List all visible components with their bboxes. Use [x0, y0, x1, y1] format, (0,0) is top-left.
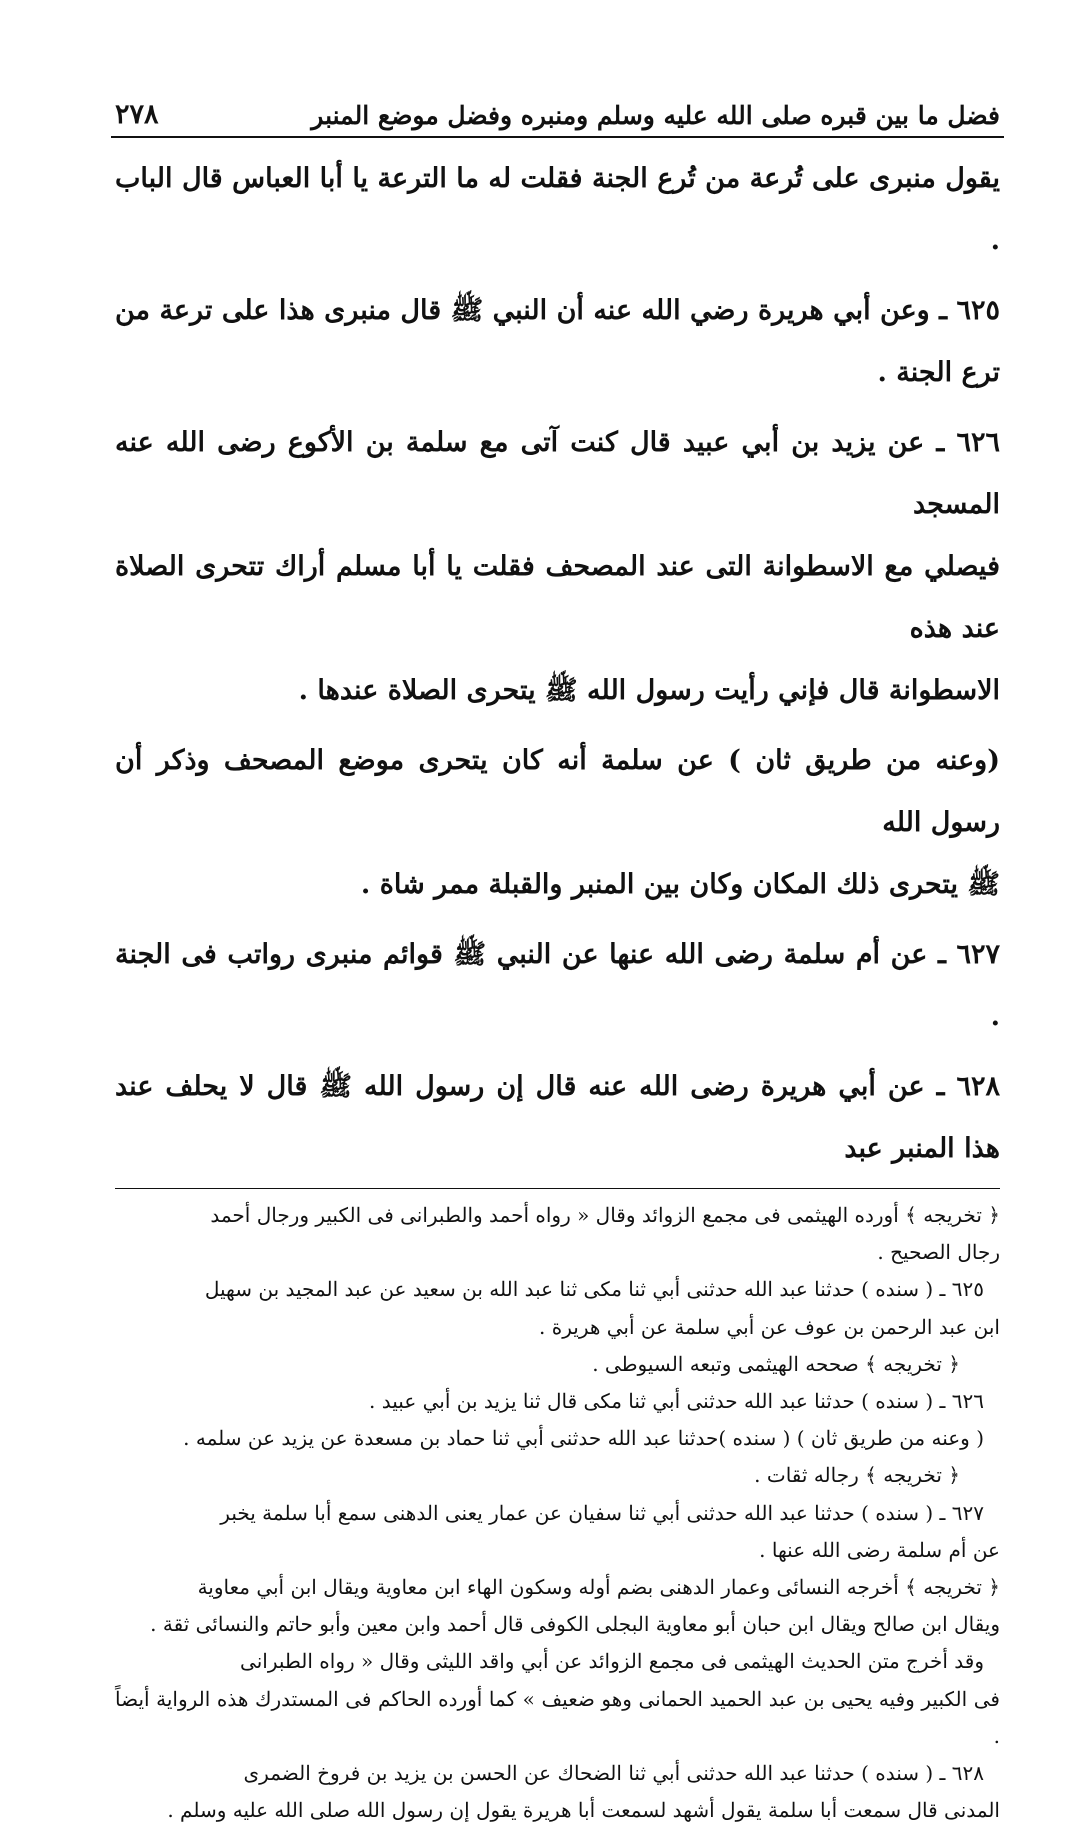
footnote-line: ﴿ تخريجه ﴾ أورده الهيثمى فى مجمع الزوائد وقال « رواه أحمد والطبرانى فى الكبير ورجال أحمد	[210, 1203, 1000, 1227]
header-rule	[111, 136, 1004, 138]
footnote-line: ٦٢٨ ـ ( سنده ) حدثنا عبد الله حدثنى أبي ثنا الضحاك عن الحسن بن يزيد بن فروخ الضمرى	[243, 1761, 984, 1786]
running-title: فضل ما بين قبره صلى الله عليه وسلم ومنبره وفضل موضع المنبر	[311, 101, 1000, 130]
footnotes	[115, 1197, 1000, 1829]
footnote-line: فى الكبير وفيه يحيى بن عبد الحميد الحمانى وهو ضعيف » كما أورده الحاكم فى المستدرك هذه الرواية أيضاً .	[115, 1686, 1000, 1748]
footnote-line: عن أم سلمة رضى الله عنها .	[759, 1537, 1000, 1562]
footnote-line: ابن عبد الرحمن بن عوف عن أبي سلمة عن أبي هريرة .	[539, 1314, 1000, 1339]
page-number: ٢٧٨	[115, 99, 159, 130]
footnote-line: ٦٢٧ ـ ( سنده ) حدثنا عبد الله حدثنى أبي ثنا سفيان عن عمار يعنى الدهنى سمع أبا سلمة يخبر	[220, 1500, 984, 1525]
main-line: (وعنه من طريق ثان ) عن سلمة أنه كان يتحرى موضع المصحف وذكر أن رسول الله	[115, 745, 1000, 838]
page-header	[115, 90, 1000, 130]
main-line: ﷺ يتحرى ذلك المكان وكان بين المنبر والقبلة ممر شاة .	[360, 869, 1000, 900]
main-line: ٦٢٧ ـ عن أم سلمة رضى الله عنها عن النبي ﷺ قوائم منبرى رواتب فى الجنة .	[115, 939, 1000, 1032]
footnote-line: ﴿ تخريجه ﴾ صححه الهيثمى وتبعه السيوطى .	[592, 1351, 960, 1376]
footnote-line: ( وعنه من طريق ثان ) ( سنده )حدثنا عبد الله حدثنى أبي ثنا حماد بن مسعدة عن يزيد عن سلمه .	[183, 1426, 984, 1451]
footnote-line: المدنى قال سمعت أبا سلمة يقول أشهد لسمعت أبا هريرة يقول إن رسول الله صلى الله عليه وسلم .	[167, 1798, 1000, 1823]
footnote-line: رجال الصحيح .	[877, 1240, 1000, 1265]
footnote-line: ويقال ابن صالح ويقال ابن حبان أبو معاوية البجلى الكوفى قال أحمد وابن معين وأبو حاتم والنسائى ثقة .	[150, 1612, 1000, 1637]
main-line: ٦٢٨ ـ عن أبي هريرة رضى الله عنه قال إن رسول الله ﷺ قال لا يحلف عند هذا المنبر عبد	[115, 1071, 1000, 1164]
footnote-line: ﴿ تخريجه ﴾ أخرجه النسائى وعمار الدهنى بضم أوله وسكون الهاء ابن معاوية ويقال ابن أبي معاوية	[197, 1575, 1000, 1600]
main-line: الاسطوانة قال فإني رأيت رسول الله ﷺ يتحرى الصلاة عندها .	[298, 675, 1000, 706]
main-text	[115, 148, 1000, 1180]
main-line: ٦٢٥ ـ وعن أبي هريرة رضي الله عنه أن النبي ﷺ قال منبرى هذا على ترعة من ترع الجنة .	[115, 295, 1000, 388]
footnote-line: ٦٢٦ ـ ( سنده ) حدثنا عبد الله حدثنى أبي ثنا مكى قال ثنا يزيد بن أبي عبيد .	[369, 1389, 984, 1414]
footnote-line: ﴿ تخريجه ﴾ رجاله ثقات .	[754, 1463, 960, 1488]
footnote-rule	[115, 1188, 1000, 1189]
main-line: ٦٢٦ ـ عن يزيد بن أبي عبيد قال كنت آتى مع سلمة بن الأكوع رضى الله عنه المسجد	[115, 427, 1000, 520]
main-line: يقول منبرى على تُرعة من تُرع الجنة فقلت له ما الترعة يا أبا العباس قال الباب .	[115, 163, 1000, 256]
footnote-line: وقد أخرج متن الحديث الهيثمى فى مجمع الزوائد عن أبي واقد الليثى وقال « رواه الطبرانى	[240, 1649, 984, 1674]
main-line: فيصلي مع الاسطوانة التى عند المصحف فقلت يا أبا مسلم أراك تتحرى الصلاة عند هذه	[115, 551, 1000, 644]
footnote-line: ٦٢٥ ـ ( سنده ) حدثنا عبد الله حدثنى أبي ثنا مكى ثنا عبد الله بن سعيد عن عبد المجيد بن سهيل	[204, 1277, 984, 1302]
